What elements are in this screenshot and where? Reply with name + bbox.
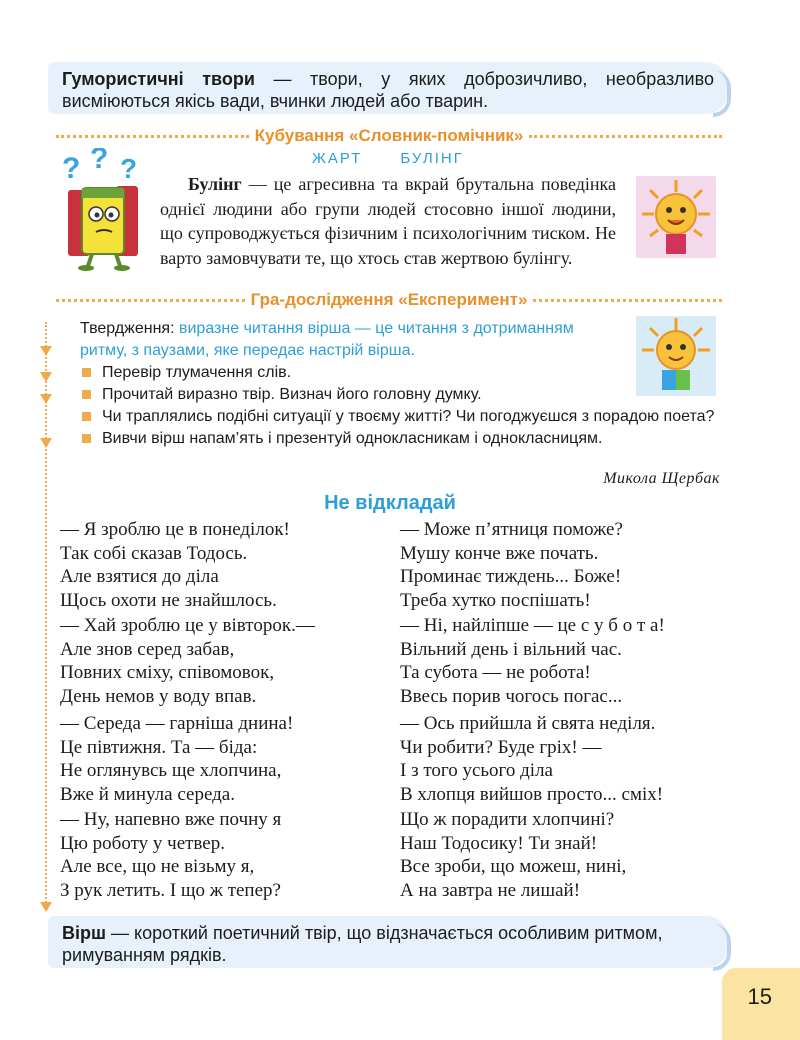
poem-line: Проминає тиждень... Боже!	[400, 566, 622, 587]
poem-line: Наш Тодосику! Ти знай!	[400, 832, 598, 854]
poem-title: Не відкладай	[324, 492, 456, 514]
dotted-divider	[529, 135, 722, 138]
definition-term: Вірш	[62, 923, 106, 943]
poem-line: Мушу конче вже почать.	[400, 542, 599, 564]
arrow-down-icon	[40, 438, 52, 448]
poem-line: Вільний день і вільний час.	[400, 638, 622, 660]
page-number: 15	[747, 984, 772, 1009]
poem-line: В хлопця вийшов просто... сміх!	[400, 783, 664, 805]
svg-text:?: ?	[90, 148, 109, 175]
definition-humorous-works	[48, 62, 728, 114]
poem-line: — Ну, напевно вже почну я	[60, 809, 282, 830]
poem-line: — Ні, найліпше — це с у б о т а!	[400, 615, 665, 636]
poem-line: — Середа — гарніша днина!	[60, 713, 294, 734]
sun-mascot-illustration	[636, 176, 716, 258]
vocab-word: ЖАРТ	[312, 150, 363, 167]
question-mark-icon: ?	[62, 152, 81, 185]
poem-line: І з того усього діла	[400, 760, 553, 781]
poem-line: Повних сміху, співомовок,	[60, 662, 275, 683]
poem-line: — Я зроблю це в понеділок!	[60, 519, 290, 540]
definition-poem	[48, 916, 728, 968]
poem-stanza	[60, 808, 281, 902]
poem-line: Чи робити? Буде гріх! —	[400, 736, 602, 758]
poem-stanza	[60, 614, 315, 708]
list-item: Чи траплялись подібні ситуації у твоєму житті? Чи погоджуєшся з порадою поета?	[80, 406, 728, 428]
dotted-divider	[56, 135, 249, 138]
statement-text: виразне читання вірша — це читання з дотриманням ритму, з паузами, яке передає настрій вірша.	[80, 320, 574, 359]
section-title: Гра-дослідження «Експеримент»	[250, 290, 528, 309]
poem-stanza	[400, 614, 665, 708]
svg-text:?: ?	[120, 153, 138, 184]
vocabulary-words	[312, 150, 502, 167]
poem-stanza	[60, 518, 290, 612]
list-item: Прочитай виразно твір. Визнач його головну думку.	[80, 384, 728, 406]
book-mascot-illustration	[56, 148, 152, 272]
poem-line: — Може п’ятниця поможе?	[400, 519, 623, 540]
poem-line: — Ось прийшла й свята неділя.	[400, 713, 656, 734]
bullying-term: Булінг	[188, 174, 242, 194]
poem-line: Треба хутко поспішать!	[400, 589, 591, 611]
poem-author: Микола Щербак	[603, 470, 720, 487]
list-item: Вивчи вірш напам’ять і презентуй однокласникам і однокласницям.	[80, 428, 728, 450]
poem-line: День немов у воду впав.	[60, 685, 257, 707]
definition-term: Гумористичні твори	[62, 69, 255, 89]
poem-line: — Хай зроблю це у вівторок.—	[60, 615, 315, 636]
poem-line: З рук летить. І що ж тепер?	[60, 879, 281, 901]
bullying-text: — це агресивна та вкрай брутальна поведінка однієї людини або групи людей стосовно іншої людини, що супроводжується фізичним і психологічним тиском. Не варто замовчувати те, що хтось став жертвою булінгу.	[160, 174, 616, 268]
task-list	[80, 362, 728, 450]
section-title: Кубування «Словник-помічник»	[254, 126, 524, 145]
poem-line: Ввесь порив чогось погас...	[400, 685, 623, 707]
arrow-down-icon	[40, 372, 52, 382]
section-header-experiment	[56, 290, 722, 310]
poem-stanza	[400, 712, 663, 806]
poem-line: Вже й минула середа.	[60, 783, 235, 805]
poem-line: Цю роботу у четвер.	[60, 832, 225, 854]
sun-mascot-frame	[636, 176, 716, 258]
statement-label: Твердження:	[80, 320, 175, 337]
poem-line: Що ж порадити хлопчині?	[400, 809, 615, 830]
poem-line: Це півтижня. Та — біда:	[60, 736, 258, 758]
poem-stanza	[400, 518, 623, 612]
arrow-down-icon	[40, 394, 52, 404]
poem-line: Але взятися до діла	[60, 566, 219, 587]
bullying-definition	[160, 172, 616, 270]
arrow-down-icon	[40, 902, 52, 912]
section-header-dictionary	[56, 126, 722, 146]
dotted-divider	[533, 299, 722, 302]
poem-line: Щось охоти не знайшлось.	[60, 589, 277, 611]
experiment-statement	[80, 318, 620, 362]
vocab-word: БУЛІНГ	[400, 150, 464, 167]
poem-stanza	[400, 808, 626, 902]
definition-text: — короткий поетичний твір, що відзначається особливим ритмом, римуванням рядків.	[62, 923, 663, 965]
poem-line: Так собі сказав Тодось.	[60, 542, 248, 564]
poem-stanza	[60, 712, 293, 806]
poem-line: Але знов серед забав,	[60, 638, 235, 660]
definition-text: — твори, у яких доброзичливо, необразливо висміюються якісь вади, вчинки людей або тварин.	[62, 69, 714, 111]
poem-line: Але все, що не візьму я,	[60, 856, 255, 877]
poem-line: Та субота — не робота!	[400, 662, 591, 683]
dotted-guide-line	[45, 322, 47, 907]
poem-line: Все зроби, що можеш, нині,	[400, 856, 627, 877]
poem-line: Не оглянувсь ще хлопчина,	[60, 760, 282, 781]
arrow-down-icon	[40, 346, 52, 356]
dotted-divider	[56, 299, 245, 302]
poem-line: А на завтра не лишай!	[400, 879, 581, 901]
list-item: Перевір тлумачення слів.	[80, 362, 728, 384]
